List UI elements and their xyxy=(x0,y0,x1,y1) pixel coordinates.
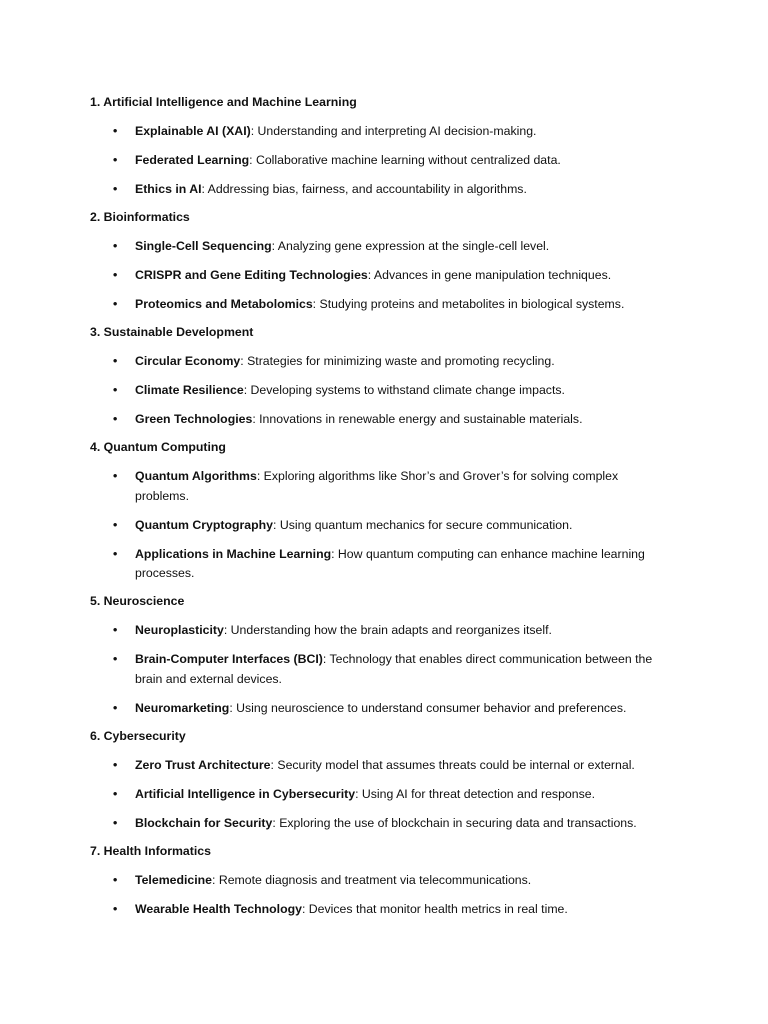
section-heading: 3. Sustainable Development xyxy=(90,325,254,339)
item-description: : Addressing bias, fairness, and accountability in algorithms. xyxy=(201,182,527,196)
bullet-list xyxy=(90,122,672,200)
bullet-icon: • xyxy=(113,268,118,282)
item-term: Circular Economy xyxy=(135,354,241,368)
section-heading: 1. Artificial Intelligence and Machine Learning xyxy=(90,95,357,109)
bullet-icon: • xyxy=(113,517,118,532)
section xyxy=(90,728,672,834)
item-description: : Advances in gene manipulation techniques. xyxy=(367,268,612,282)
item-term: Telemedicine xyxy=(135,872,212,887)
bullet-icon: • xyxy=(113,700,118,715)
item-description: : How quantum computing can enhance machine learning processes. xyxy=(135,546,645,580)
section xyxy=(90,439,672,584)
bullet-icon: • xyxy=(113,383,118,397)
item-term: Zero Trust Architecture xyxy=(135,757,271,772)
item-description: : Developing systems to withstand climate change impacts. xyxy=(243,383,565,397)
list-item xyxy=(90,381,672,401)
item-term: Federated Learning xyxy=(135,153,250,167)
item-term: Brain-Computer Interfaces (BCI) xyxy=(135,652,323,666)
list-item xyxy=(90,122,672,142)
item-term: Artificial Intelligence in Cybersecurity xyxy=(135,786,356,801)
list-item xyxy=(90,756,672,776)
list-item xyxy=(90,871,672,891)
list-item xyxy=(90,410,672,430)
list-item xyxy=(90,467,672,506)
bullet-icon: • xyxy=(113,239,118,253)
list-item xyxy=(90,785,672,805)
section-heading: 7. Health Informatics xyxy=(90,843,211,858)
section xyxy=(90,324,672,430)
list-item xyxy=(90,621,672,641)
item-term: Proteomics and Metabolomics xyxy=(135,297,313,311)
bullet-icon: • xyxy=(113,124,118,138)
bullet-icon: • xyxy=(113,901,118,916)
bullet-list xyxy=(90,237,672,315)
list-item xyxy=(90,237,672,257)
list-item xyxy=(90,900,672,920)
bullet-icon: • xyxy=(113,546,118,561)
bullet-list xyxy=(90,352,672,430)
item-description: : Understanding how the brain adapts and reorganizes itself. xyxy=(223,623,552,637)
bullet-list xyxy=(90,756,672,834)
bullet-icon: • xyxy=(113,815,118,830)
section-heading: 2. Bioinformatics xyxy=(90,210,190,224)
item-description: : Security model that assumes threats could be internal or external. xyxy=(270,757,635,772)
bullet-icon: • xyxy=(113,182,118,196)
list-item xyxy=(90,352,672,372)
item-description: : Using quantum mechanics for secure communication. xyxy=(273,517,573,532)
item-description: : Innovations in renewable energy and sustainable materials. xyxy=(252,412,583,426)
bullet-icon: • xyxy=(113,872,118,887)
bullet-icon: • xyxy=(113,297,118,311)
item-description: : Using AI for threat detection and response. xyxy=(355,786,595,801)
list-item xyxy=(90,516,672,536)
list-item xyxy=(90,151,672,171)
list-item xyxy=(90,295,672,315)
bullet-icon: • xyxy=(113,153,118,167)
item-description: : Exploring algorithms like Shor’s and Grover’s for solving complex problems. xyxy=(135,469,619,503)
bullet-icon: • xyxy=(113,786,118,801)
item-term: Single-Cell Sequencing xyxy=(135,239,272,253)
item-description: : Using neuroscience to understand consumer behavior and preferences. xyxy=(229,700,627,715)
bullet-icon: • xyxy=(113,354,118,368)
item-description: : Remote diagnosis and treatment via telecommunications. xyxy=(212,872,532,887)
item-description: : Understanding and interpreting AI decision-making. xyxy=(250,124,537,138)
item-term: Quantum Algorithms xyxy=(135,469,257,483)
bullet-icon: • xyxy=(113,412,118,426)
item-description: : Technology that enables direct communication between the brain and external devices. xyxy=(135,652,653,686)
item-term: Blockchain for Security xyxy=(135,815,273,830)
bullet-icon: • xyxy=(113,757,118,772)
item-term: Quantum Cryptography xyxy=(135,517,274,532)
section xyxy=(90,94,672,200)
item-term: Neuromarketing xyxy=(135,700,230,715)
list-item xyxy=(90,545,672,584)
list-item xyxy=(90,814,672,834)
section xyxy=(90,843,672,920)
item-description: : Analyzing gene expression at the single-cell level. xyxy=(271,239,550,253)
item-term: Wearable Health Technology xyxy=(135,901,302,916)
bullet-icon: • xyxy=(113,623,118,637)
list-item xyxy=(90,180,672,200)
item-term: CRISPR and Gene Editing Technologies xyxy=(135,268,368,282)
list-item xyxy=(90,266,672,286)
section-heading: 6. Cybersecurity xyxy=(90,728,186,743)
item-description: : Collaborative machine learning without centralized data. xyxy=(249,153,561,167)
list-item xyxy=(90,650,672,689)
bullet-list xyxy=(90,871,672,920)
section xyxy=(90,209,672,315)
bullet-list xyxy=(90,621,672,718)
bullet-list xyxy=(90,467,672,584)
item-term: Green Technologies xyxy=(135,412,253,426)
item-description: : Devices that monitor health metrics in real time. xyxy=(301,901,568,916)
bullet-icon: • xyxy=(113,652,118,666)
item-description: : Exploring the use of blockchain in securing data and transactions. xyxy=(272,815,637,830)
bullet-icon: • xyxy=(113,469,118,483)
list-item xyxy=(90,699,672,719)
item-term: Applications in Machine Learning xyxy=(135,546,332,561)
item-term: Neuroplasticity xyxy=(135,623,224,637)
item-term: Climate Resilience xyxy=(135,383,244,397)
section-heading: 4. Quantum Computing xyxy=(90,440,226,454)
section xyxy=(90,593,672,718)
document-body xyxy=(90,94,672,919)
item-term: Explainable AI (XAI) xyxy=(135,124,251,138)
item-description: : Strategies for minimizing waste and promoting recycling. xyxy=(240,354,555,368)
item-term: Ethics in AI xyxy=(135,182,202,196)
item-description: : Studying proteins and metabolites in biological systems. xyxy=(312,297,625,311)
section-heading: 5. Neuroscience xyxy=(90,594,185,608)
